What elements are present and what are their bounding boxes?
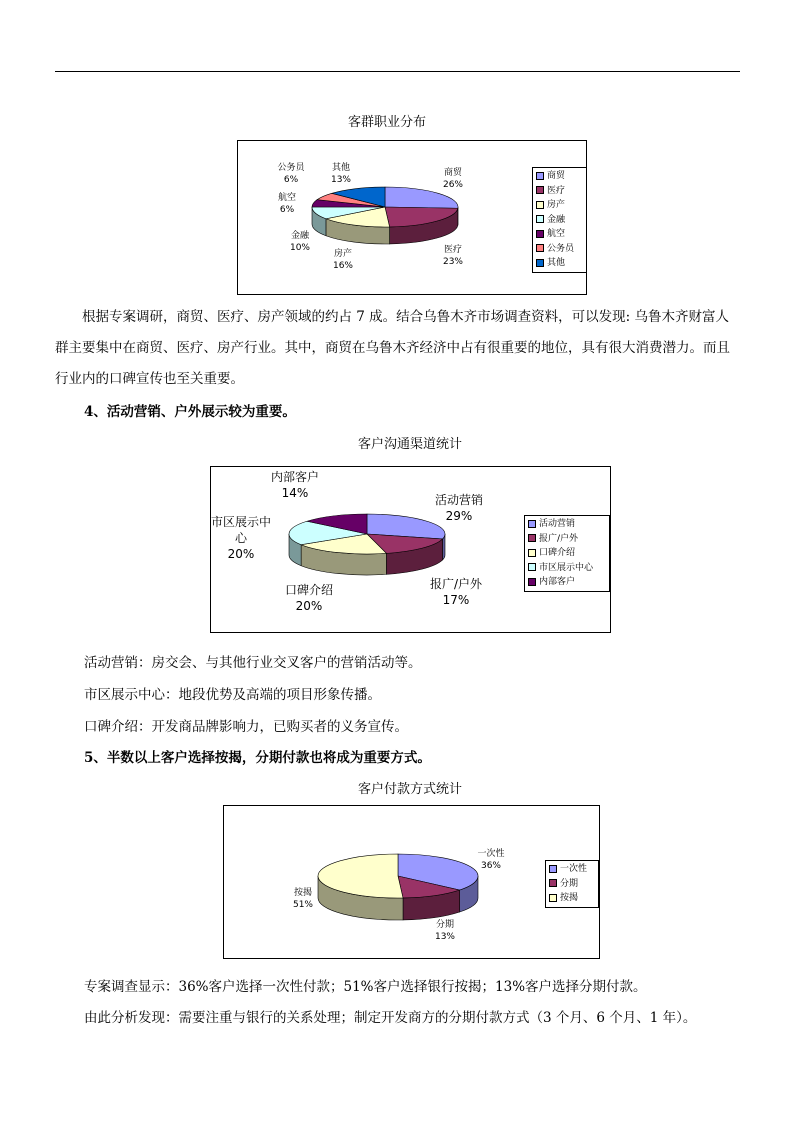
chart3-title: 客户付款方式统计 (357, 782, 462, 797)
chart3-legend-swatch-2 (549, 894, 557, 902)
chart2-legend-item-0 (528, 517, 606, 532)
chart2-legend-item-2 (528, 546, 606, 561)
chart1-legend-label-5: 公务员 (547, 243, 575, 254)
chart1-legend-swatch-5 (536, 244, 544, 252)
chart1-title: 客群职业分布 (347, 115, 426, 130)
chart1-legend-item-2 (536, 198, 583, 213)
chart1-legend-item-5 (536, 242, 583, 257)
chart2-legend-label-4: 内部客户 (539, 577, 576, 587)
chart1-legend (532, 167, 587, 273)
chart2-legend-label-3: 市区展示中心 (539, 562, 594, 573)
chart1-label-4: 航空 6% (277, 193, 296, 215)
chart3-legend-label-2: 按揭 (560, 893, 579, 903)
chart3-legend-swatch-0 (549, 865, 557, 873)
chart2-area (210, 466, 611, 633)
chart2-legend-item-1 (528, 532, 606, 547)
chart2-legend-label-2: 口碑介绍 (539, 548, 576, 558)
chart3-label-1: 分期 13% (434, 920, 455, 942)
chart1-legend-label-4: 航空 (547, 229, 566, 239)
chart1-label-3: 金融 10% (289, 231, 310, 253)
chart2-legend-swatch-1 (528, 534, 536, 542)
chart1-legend-item-4 (536, 227, 583, 242)
chart2-legend-label-1: 报广/户外 (539, 533, 579, 544)
chart1-legend-swatch-4 (536, 230, 544, 238)
chart2-title: 客户沟通渠道统计 (357, 437, 462, 452)
chart1-area (237, 140, 587, 295)
chart3-legend-swatch-1 (549, 879, 557, 887)
chart1-legend-swatch-2 (536, 201, 544, 209)
note-activity-marketing: 活动营销：房交会、与其他行业交叉客户的营销活动等。 (84, 655, 422, 671)
chart3-label-0: 一次性 36% (477, 849, 505, 871)
chart2-label-3: 市区展示中 心 20% (210, 515, 271, 561)
chart1-legend-swatch-0 (536, 172, 544, 180)
chart2-label-4: 内部客户 14% (270, 470, 319, 500)
chart1-legend-label-6: 其他 (547, 258, 566, 268)
chart1-label-6: 其他 13% (330, 163, 351, 185)
note-showroom: 市区展示中心：地段优势及高端的项目形象传播。 (84, 687, 381, 703)
chart3-label-2: 按揭 51% (292, 888, 313, 910)
chart2-legend-swatch-3 (528, 563, 536, 571)
chart2-legend (524, 515, 610, 592)
chart3-legend (545, 860, 599, 908)
chart1-label-1: 医疗 23% (442, 245, 463, 267)
chart3-legend-label-1: 分期 (560, 878, 579, 889)
chart1-legend-item-6 (536, 256, 583, 271)
chart1-legend-label-3: 金融 (547, 214, 566, 225)
chart2-label-2: 口碑介绍 20% (284, 583, 333, 613)
chart3-legend-item-1 (549, 877, 595, 892)
chart1-legend-swatch-1 (536, 186, 544, 194)
survey-summary: 专案调查显示：36%客户选择一次性付款；51%客户选择银行按揭；13%客户选择分期付款。 (84, 979, 647, 995)
chart1-legend-label-0: 商贸 (547, 171, 566, 181)
chart3-legend-item-2 (549, 891, 595, 906)
chart1-legend-item-1 (536, 184, 583, 199)
chart2-legend-label-0: 活动营销 (539, 519, 576, 529)
chart2-label-0: 活动营销 29% (434, 493, 483, 523)
chart1-legend-swatch-6 (536, 259, 544, 267)
analysis-paragraph: 根据专案调研，商贸、医疗、房产领域的约占 7 成。结合乌鲁木齐市场调查资料，可以发现: 乌鲁木齐财富人群主要集中在商贸、医疗、房产行业。其中，商贸在乌鲁木齐经济中占有很重要的地位，具有很大消费潜力。而且行业内的口碑宣传也至关重要。 (55, 309, 730, 387)
chart3-plot (224, 806, 599, 958)
chart1-legend-item-0 (536, 169, 583, 184)
chart1-label-5: 公务员 6% (277, 163, 305, 185)
header-rule (55, 71, 740, 72)
chart1-label-0: 商贸 26% (442, 168, 463, 190)
chart3-legend-label-0: 一次性 (560, 864, 588, 874)
section-5-heading: 5、半数以上客户选择按揭，分期付款也将成为重要方式。 (84, 750, 431, 766)
chart1-legend-label-2: 房产 (547, 200, 566, 210)
chart1-legend-item-3 (536, 213, 583, 228)
chart1-legend-label-1: 医疗 (547, 185, 566, 196)
chart2-legend-item-3 (528, 561, 606, 576)
chart2-legend-swatch-4 (528, 578, 536, 586)
chart2-legend-swatch-2 (528, 549, 536, 557)
chart2-legend-item-4 (528, 575, 606, 590)
chart3-legend-item-0 (549, 862, 595, 877)
chart2-label-1: 报广/户外 17% (429, 577, 483, 607)
note-word-of-mouth: 口碑介绍：开发商品牌影响力，已购买者的义务宣传。 (84, 719, 408, 735)
chart1-legend-swatch-3 (536, 215, 544, 223)
chart1-label-2: 房产 16% (332, 249, 353, 271)
chart3-area (223, 805, 600, 959)
section-4-heading: 4、活动营销、户外展示较为重要。 (84, 404, 296, 420)
chart2-legend-swatch-0 (528, 520, 536, 528)
analysis-conclusion: 由此分析发现：需要注重与银行的关系处理；制定开发商方的分期付款方式（3 个月、6 个月、1 年）。 (84, 1010, 697, 1026)
